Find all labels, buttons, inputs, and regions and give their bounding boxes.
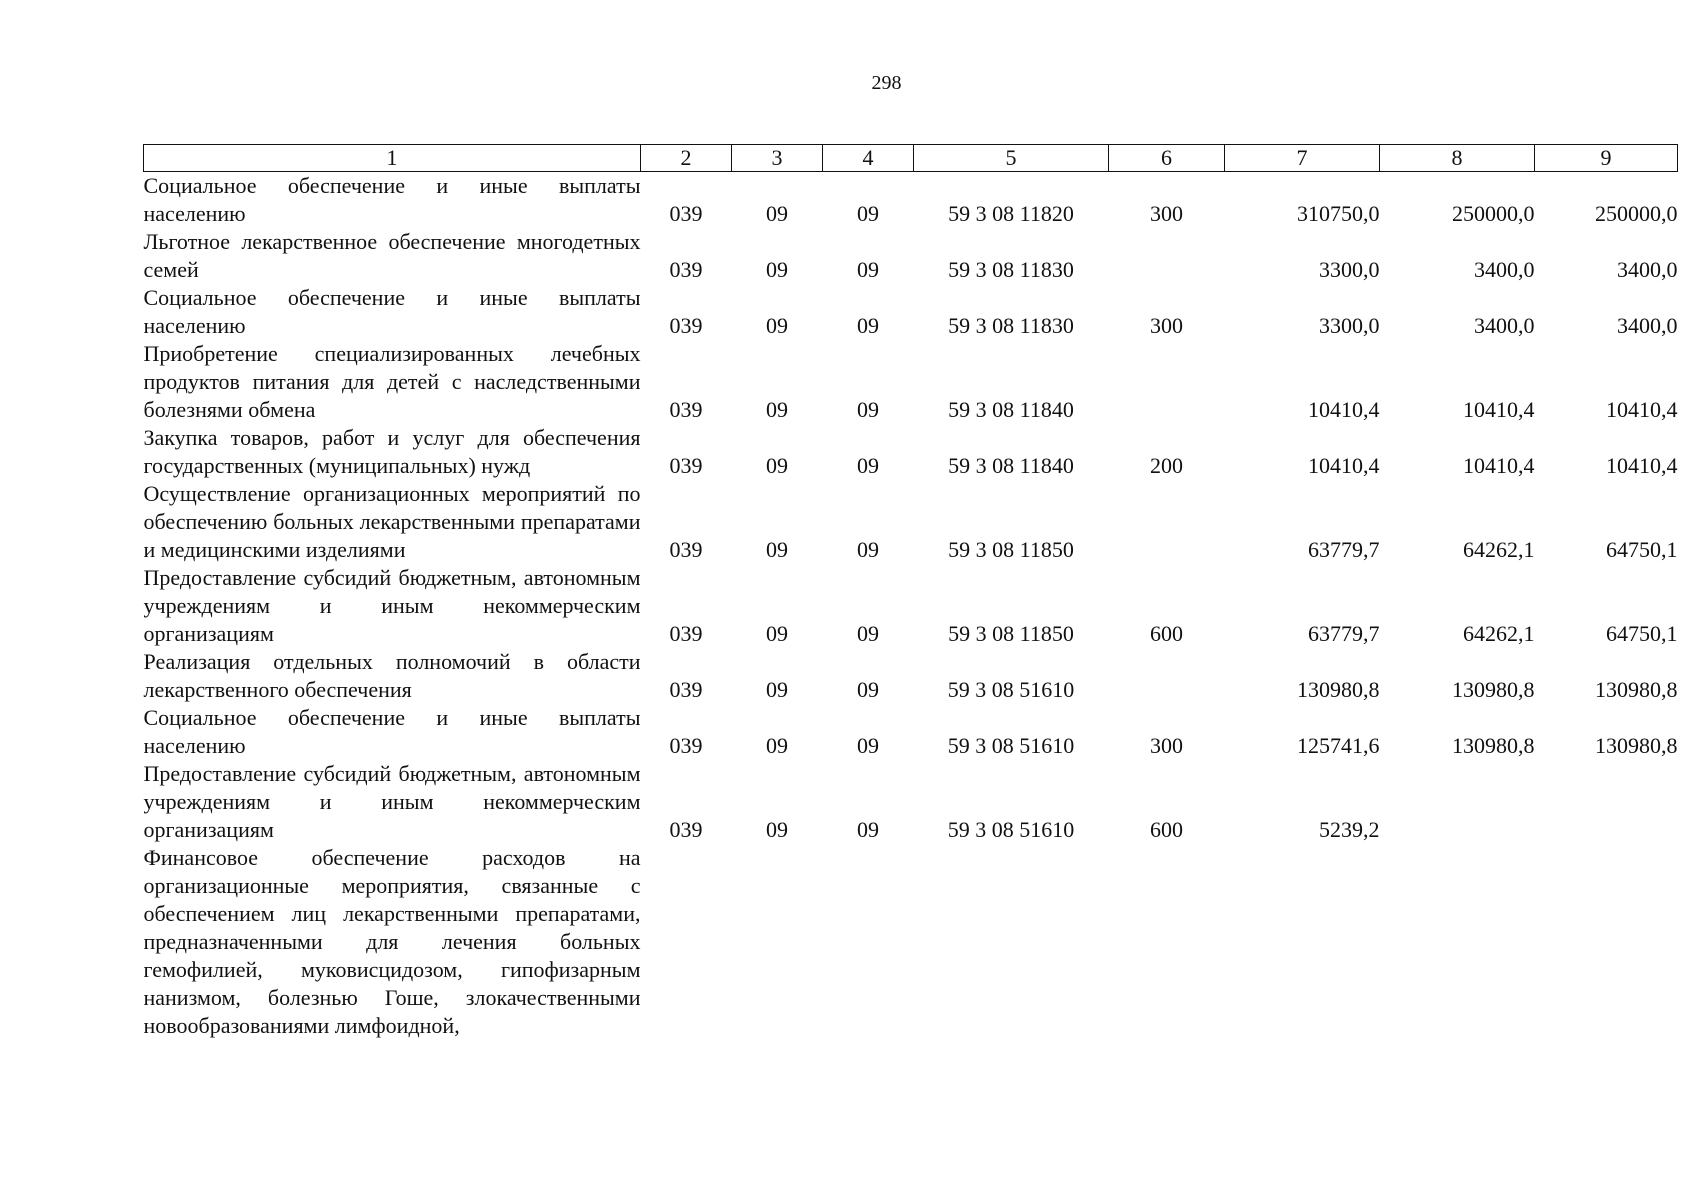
column-header-5: 5: [914, 145, 1109, 172]
row-name: Льготное лекарственное обеспечение многодетных семей: [143, 229, 641, 282]
row-name: Приобретение специализированных лечебных продуктов питания для детей с наследственными болезнями обмена: [143, 341, 641, 422]
target-article: 59 3 08 11830: [948, 257, 1074, 282]
amount-col-8: [1380, 760, 1535, 844]
column-header-1: 1: [144, 145, 641, 172]
amount-col-7: 63779,7: [1308, 621, 1380, 646]
amount-col-8: 64262,1: [1463, 537, 1535, 562]
admin-code: 039: [669, 677, 703, 702]
expense-type: 300: [1150, 201, 1183, 226]
column-header-4: 4: [823, 145, 914, 172]
amount-col-8: 3400,0: [1474, 313, 1535, 338]
target-article: 59 3 08 51610: [947, 677, 1075, 702]
table-row: [144, 228, 1678, 284]
section-code: 09: [766, 453, 788, 478]
expense-type: 200: [1150, 453, 1183, 478]
amount-col-7: 130980,8: [1297, 677, 1380, 702]
admin-code: [641, 844, 732, 1040]
column-header-7: 7: [1225, 145, 1380, 172]
amount-col-7: 125741,6: [1297, 733, 1380, 758]
table-row: [144, 480, 1678, 564]
amount-col-7: [1225, 844, 1380, 1040]
expense-type: [1109, 340, 1225, 424]
column-header-2: 2: [641, 145, 732, 172]
amount-col-9: 64750,1: [1606, 621, 1678, 646]
expense-type: [1109, 844, 1225, 1040]
expense-type: [1109, 228, 1225, 284]
table-row: [144, 424, 1678, 480]
table-row: [144, 284, 1678, 340]
expense-type: 300: [1150, 733, 1183, 758]
expense-type: 600: [1150, 817, 1183, 842]
amount-col-9: [1535, 844, 1678, 1040]
subsection-code: 09: [857, 621, 879, 646]
target-article: 59 3 08 11840: [948, 397, 1074, 422]
column-header-8: 8: [1380, 145, 1535, 172]
target-article: 59 3 08 11850: [948, 537, 1074, 562]
expense-type: 300: [1150, 313, 1183, 338]
amount-col-8: 3400,0: [1474, 257, 1535, 282]
subsection-code: [823, 844, 914, 1040]
subsection-code: 09: [857, 453, 879, 478]
admin-code: 039: [669, 537, 703, 562]
section-code: 09: [766, 313, 788, 338]
amount-col-9: 130980,8: [1595, 677, 1678, 702]
amount-col-9: 10410,4: [1606, 453, 1678, 478]
row-name: Социальное обеспечение и иные выплаты населению: [143, 173, 641, 226]
target-article: 59 3 08 11820: [948, 201, 1074, 226]
amount-col-9: 3400,0: [1617, 313, 1678, 338]
target-article: 59 3 08 51610: [947, 817, 1075, 842]
amount-col-7: 3300,0: [1319, 257, 1380, 282]
row-name: Предоставление субсидий бюджетным, автономным учреждениям и иным некоммерческим организациям: [143, 761, 641, 842]
admin-code: 039: [669, 733, 703, 758]
expense-type: [1109, 648, 1225, 704]
admin-code: 039: [669, 397, 703, 422]
table-row: [144, 704, 1678, 760]
row-name: Социальное обеспечение и иные выплаты населению: [143, 285, 641, 338]
table-row: [144, 760, 1678, 844]
row-name: Осуществление организационных мероприятий по обеспечению больных лекарственными препаратами и медицинскими изделиями: [143, 481, 641, 562]
admin-code: 039: [669, 257, 703, 282]
section-code: 09: [766, 201, 788, 226]
amount-col-9: 3400,0: [1617, 257, 1678, 282]
row-name: Финансовое обеспечение расходов на организационные мероприятия, связанные с обеспечением лиц лекарственными препаратами, предназначенными для лечения больных гемофилией, муковисцидозом, гипофизарным нанизмом, болезнью Гоше, злокачественными новообразованиями лимфоидной,: [143, 845, 641, 1038]
amount-col-7: 10410,4: [1308, 397, 1380, 422]
table-row: [144, 340, 1678, 424]
amount-col-8: [1380, 844, 1535, 1040]
amount-col-7: 310750,0: [1297, 201, 1380, 226]
subsection-code: 09: [857, 817, 879, 842]
amount-col-7: 63779,7: [1308, 537, 1380, 562]
table-row: [144, 648, 1678, 704]
section-code: 09: [766, 733, 788, 758]
table-row: [144, 844, 1678, 1040]
target-article: [914, 844, 1109, 1040]
section-code: 09: [766, 397, 788, 422]
amount-col-8: 64262,1: [1463, 621, 1535, 646]
section-code: 09: [766, 537, 788, 562]
section-code: 09: [766, 621, 788, 646]
subsection-code: 09: [857, 257, 879, 282]
budget-table: [143, 144, 1678, 1040]
expense-type: [1109, 480, 1225, 564]
row-name: Закупка товаров, работ и услуг для обеспечения государственных (муниципальных) нужд: [143, 425, 641, 478]
amount-col-8: 10410,4: [1463, 453, 1535, 478]
target-article: 59 3 08 51610: [947, 733, 1075, 758]
subsection-code: 09: [857, 677, 879, 702]
admin-code: 039: [669, 201, 703, 226]
table-body: [144, 172, 1678, 1041]
amount-col-8: 250000,0: [1452, 201, 1535, 226]
header-row: [144, 145, 1678, 172]
amount-col-9: 130980,8: [1595, 733, 1678, 758]
admin-code: 039: [669, 313, 703, 338]
row-name: Предоставление субсидий бюджетным, автономным учреждениям и иным некоммерческим организациям: [143, 565, 641, 646]
amount-col-8: 130980,8: [1452, 733, 1535, 758]
target-article: 59 3 08 11850: [948, 621, 1074, 646]
amount-col-7: 10410,4: [1308, 453, 1380, 478]
admin-code: 039: [669, 817, 703, 842]
target-article: 59 3 08 11840: [948, 453, 1074, 478]
subsection-code: 09: [857, 733, 879, 758]
admin-code: 039: [669, 621, 703, 646]
table-row: [144, 564, 1678, 648]
table-row: [144, 172, 1678, 229]
column-header-3: 3: [732, 145, 823, 172]
column-header-6: 6: [1109, 145, 1225, 172]
amount-col-7: 3300,0: [1319, 313, 1380, 338]
amount-col-7: 5239,2: [1319, 817, 1380, 842]
amount-col-8: 130980,8: [1452, 677, 1535, 702]
section-code: [732, 844, 823, 1040]
expense-type: 600: [1150, 621, 1183, 646]
subsection-code: 09: [857, 313, 879, 338]
column-header-9: 9: [1535, 145, 1678, 172]
amount-col-8: 10410,4: [1463, 397, 1535, 422]
subsection-code: 09: [857, 537, 879, 562]
page-number: 298: [871, 72, 902, 94]
section-code: 09: [766, 817, 788, 842]
subsection-code: 09: [857, 397, 879, 422]
row-name: Социальное обеспечение и иные выплаты населению: [143, 705, 641, 758]
target-article: 59 3 08 11830: [948, 313, 1074, 338]
amount-col-9: 10410,4: [1606, 397, 1678, 422]
admin-code: 039: [669, 453, 703, 478]
amount-col-9: 64750,1: [1606, 537, 1678, 562]
section-code: 09: [766, 677, 788, 702]
amount-col-9: 250000,0: [1595, 201, 1678, 226]
row-name: Реализация отдельных полномочий в области лекарственного обеспечения: [143, 649, 641, 702]
section-code: 09: [766, 257, 788, 282]
subsection-code: 09: [857, 201, 879, 226]
amount-col-9: [1535, 760, 1678, 844]
